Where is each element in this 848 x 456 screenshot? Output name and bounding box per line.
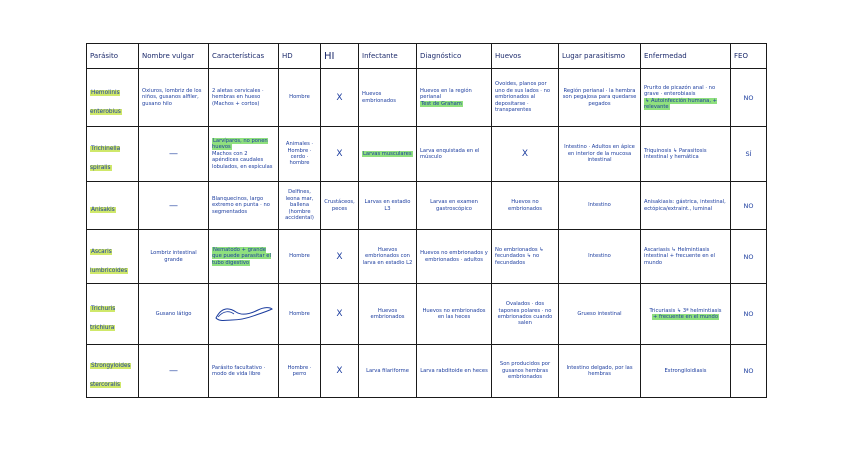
whipworm-drawing — [212, 298, 274, 326]
cell-parasito: Trichinella spiralis — [87, 127, 139, 182]
table-row — [87, 127, 767, 182]
cell-enfermedad: Ascariasis ↳ Helmintiasis intestinal + frecuente en el mundo — [641, 230, 731, 284]
header-lugar: Lugar parasitismo — [559, 44, 641, 69]
table-row — [87, 182, 767, 230]
cell-infectante: Larva filariforme — [359, 345, 417, 398]
cell-vulgar: — — [139, 127, 209, 182]
cell-huevos: Son producidos por gusanos hembras embrionados — [492, 345, 559, 398]
cell-caracteristicas: Blanquecinos, largo extremo en punta · no segmentados — [209, 182, 279, 230]
cell-diagnostico: Larvas en examen gastroscópico — [417, 182, 492, 230]
header-feo: FEO — [731, 44, 767, 69]
cell-huevos: No embrionados ↳ fecundados ↳ no fecundados — [492, 230, 559, 284]
cell-parasito: Hemolinis enterobius — [87, 69, 139, 127]
cell-caracteristicas: Parásito facultativo · modo de vida libre — [209, 345, 279, 398]
cell-feo: NO — [731, 230, 767, 284]
cell-diagnostico: Larva enquistada en el músculo — [417, 127, 492, 182]
cell-hi: Crustáceos, peces — [321, 182, 359, 230]
cell-feo: NO — [731, 284, 767, 345]
cell-enfermedad: Estrongiloidiasis — [641, 345, 731, 398]
cell-huevos: Huevos no embrionados — [492, 182, 559, 230]
parasite-table-sheet — [86, 43, 766, 388]
cell-feo: NO — [731, 345, 767, 398]
table-row — [87, 230, 767, 284]
cell-parasito: Ascaris lumbricoides — [87, 230, 139, 284]
cell-feo: NO — [731, 69, 767, 127]
cell-hd: Delfines, leona mar, ballena (hombre accidental) — [279, 182, 321, 230]
cell-hd: Hombre — [279, 230, 321, 284]
cell-lugar: Intestino — [559, 182, 641, 230]
cell-enfermedad: Triquinosis ↳ Parasitosis intestinal y hemática — [641, 127, 731, 182]
cell-parasito: Anisakis — [87, 182, 139, 230]
cell-hd: Hombre — [279, 284, 321, 345]
cell-hi: X — [321, 69, 359, 127]
cell-lugar: Intestino — [559, 230, 641, 284]
header-infectante: Infectante — [359, 44, 417, 69]
table-row — [87, 69, 767, 127]
cell-vulgar: Gusano látigo — [139, 284, 209, 345]
cell-caracteristicas — [209, 284, 279, 345]
header-diagnostico: Diagnóstico — [417, 44, 492, 69]
header-caracteristicas: Características — [209, 44, 279, 69]
cell-huevos: Ovalados · dos tapones polares · no embrionados cuando salen — [492, 284, 559, 345]
cell-vulgar: — — [139, 345, 209, 398]
cell-diagnostico: Huevos no embrionados en las heces — [417, 284, 492, 345]
cell-enfermedad: Anisakiasis: gástrica, intestinal, ectópica/extraint., luminal — [641, 182, 731, 230]
cell-caracteristicas: Larvíparos, no ponen huevos Machos con 2 apéndices caudales lobulados, en espículas — [209, 127, 279, 182]
cell-feo: SÍ — [731, 127, 767, 182]
cell-enfermedad: Tricuriasis ↳ 3ª helmintiasis + frecuente en el mundo — [641, 284, 731, 345]
cell-diagnostico: Larva rabditoide en heces — [417, 345, 492, 398]
cell-lugar: Intestino · Adultos en ápice en interior de la mucosa intestinal — [559, 127, 641, 182]
cell-vulgar: Lombriz intestinal grande — [139, 230, 209, 284]
cell-hi: X — [321, 127, 359, 182]
cell-vulgar: Oxiuros, lombriz de los niños, gusanos alfiler, gusano hilo — [139, 69, 209, 127]
header-hi: HI — [321, 44, 359, 69]
cell-hi: X — [321, 230, 359, 284]
cell-lugar: Grueso intestinal — [559, 284, 641, 345]
header-nombre-vulgar: Nombre vulgar — [139, 44, 209, 69]
header-parasito: Parásito — [87, 44, 139, 69]
header-row — [87, 44, 767, 69]
cell-infectante: Huevos embrionados con larva en estadio L2 — [359, 230, 417, 284]
cell-diagnostico: Huevos no embrionados y embrionados · adultos — [417, 230, 492, 284]
cell-infectante: Larvas musculares — [359, 127, 417, 182]
cell-hd: Hombre — [279, 69, 321, 127]
cell-parasito: Trichuris trichiura — [87, 284, 139, 345]
header-huevos: Huevos — [492, 44, 559, 69]
header-hd: HD — [279, 44, 321, 69]
cell-feo: NO — [731, 182, 767, 230]
cell-hd: Hombre · perro — [279, 345, 321, 398]
table-row — [87, 284, 767, 345]
cell-lugar: Región perianal · la hembra son pegajosa para quedarse pegados — [559, 69, 641, 127]
parasite-table — [86, 43, 767, 398]
cell-infectante: Huevos embrionados — [359, 69, 417, 127]
cell-vulgar: — — [139, 182, 209, 230]
cell-caracteristicas: 2 aletas cervicales · hembras en hueso (Machos + cortos) — [209, 69, 279, 127]
cell-diagnostico: Huevos en la región perianal Test de Graham — [417, 69, 492, 127]
cell-caracteristicas: Nematodo + grande que puede parasitar el tubo digestivo — [209, 230, 279, 284]
cell-hd: Animales · Hombre · cerdo · hombre — [279, 127, 321, 182]
cell-hi: X — [321, 345, 359, 398]
header-enfermedad: Enfermedad — [641, 44, 731, 69]
table-row — [87, 345, 767, 398]
cell-infectante: Larvas en estadio L3 — [359, 182, 417, 230]
cell-enfermedad: Prurito de picazón anal · no grave · enterobiasis ↳ Autoinfección humana, + relevante — [641, 69, 731, 127]
cell-lugar: Intestino delgado, por las hembras — [559, 345, 641, 398]
cell-huevos: Ovoides, planos por uno de sus lados · no embrionados al depositarse · transparentes — [492, 69, 559, 127]
cell-parasito: Strongyloides stercoralis — [87, 345, 139, 398]
cell-hi: X — [321, 284, 359, 345]
cell-huevos: X — [492, 127, 559, 182]
cell-infectante: Huevos embrionados — [359, 284, 417, 345]
